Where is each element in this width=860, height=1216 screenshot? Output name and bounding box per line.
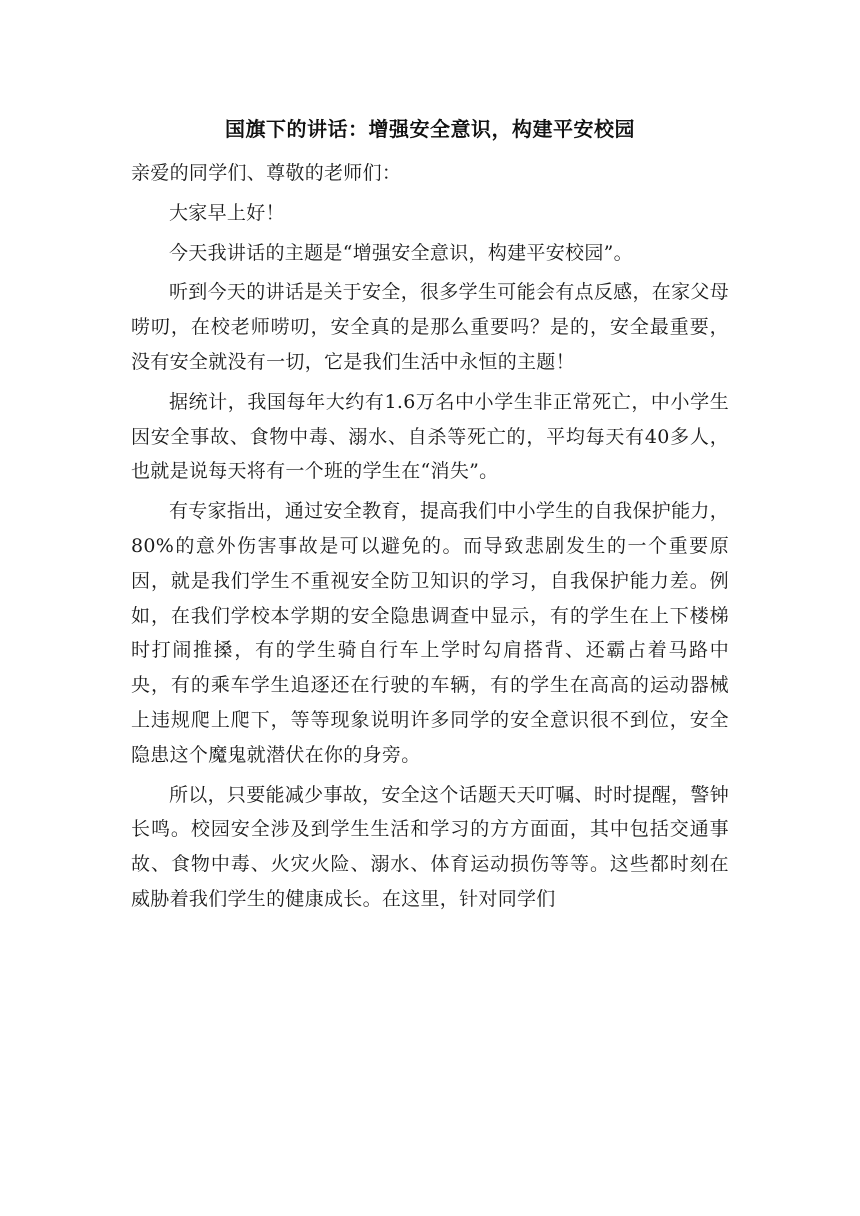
greeting: 大家早上好！ <box>169 201 285 224</box>
document-body <box>131 156 729 917</box>
paragraph-campus-safety: 所以，只要能减少事故，安全这个话题天天叮嘱、时时提醒，警钟长鸣。校园安全涉及到学生生活和学习的方方面面，其中包括交通事故、食物中毒、火灾火险、溺水、体育运动损伤等等。这些都时刻在威胁着我们学生的健康成长。在这里，针对同学们 <box>131 783 729 910</box>
paragraph-statistics: 据统计，我国每年大约有1.6万名中小学生非正常死亡，中小学生因安全事故、食物中毒、溺水、自杀等死亡的，平均每天有40多人，也就是说每天将有一个班的学生在“消失”。 <box>131 390 729 483</box>
paragraph-expert-opinion: 有专家指出，通过安全教育，提高我们中小学生的自我保护能力，80%的意外伤害事故是可以避免的。而导致悲剧发生的一个重要原因，就是我们学生不重视安全防卫知识的学习，自我保护能力差。例如，在我们学校本学期的安全隐患调查中显示，有的学生在上下楼梯时打闹推搡，有的学生骑自行车上学时勾肩搭背、还霸占着马路中央，有的乘车学生追逐还在行驶的车辆，有的学生在高高的运动器械上违规爬上爬下，等等现象说明许多同学的安全意识很不到位，安全隐患这个魔鬼就潜伏在你的身旁。 <box>131 500 729 766</box>
paragraph-importance: 听到今天的讲话是关于安全，很多学生可能会有点反感，在家父母唠叨，在校老师唠叨，安全真的是那么重要吗？是的，安全最重要，没有安全就没有一切，它是我们生活中永恒的主题！ <box>131 281 729 373</box>
salutation: 亲爱的同学们、尊敬的老师们： <box>131 162 402 184</box>
paragraph-topic: 今天我讲话的主题是“增强安全意识，构建平安校园”。 <box>169 241 633 264</box>
document-title: 国旗下的讲话：增强安全意识，构建平安校园 <box>225 117 635 141</box>
